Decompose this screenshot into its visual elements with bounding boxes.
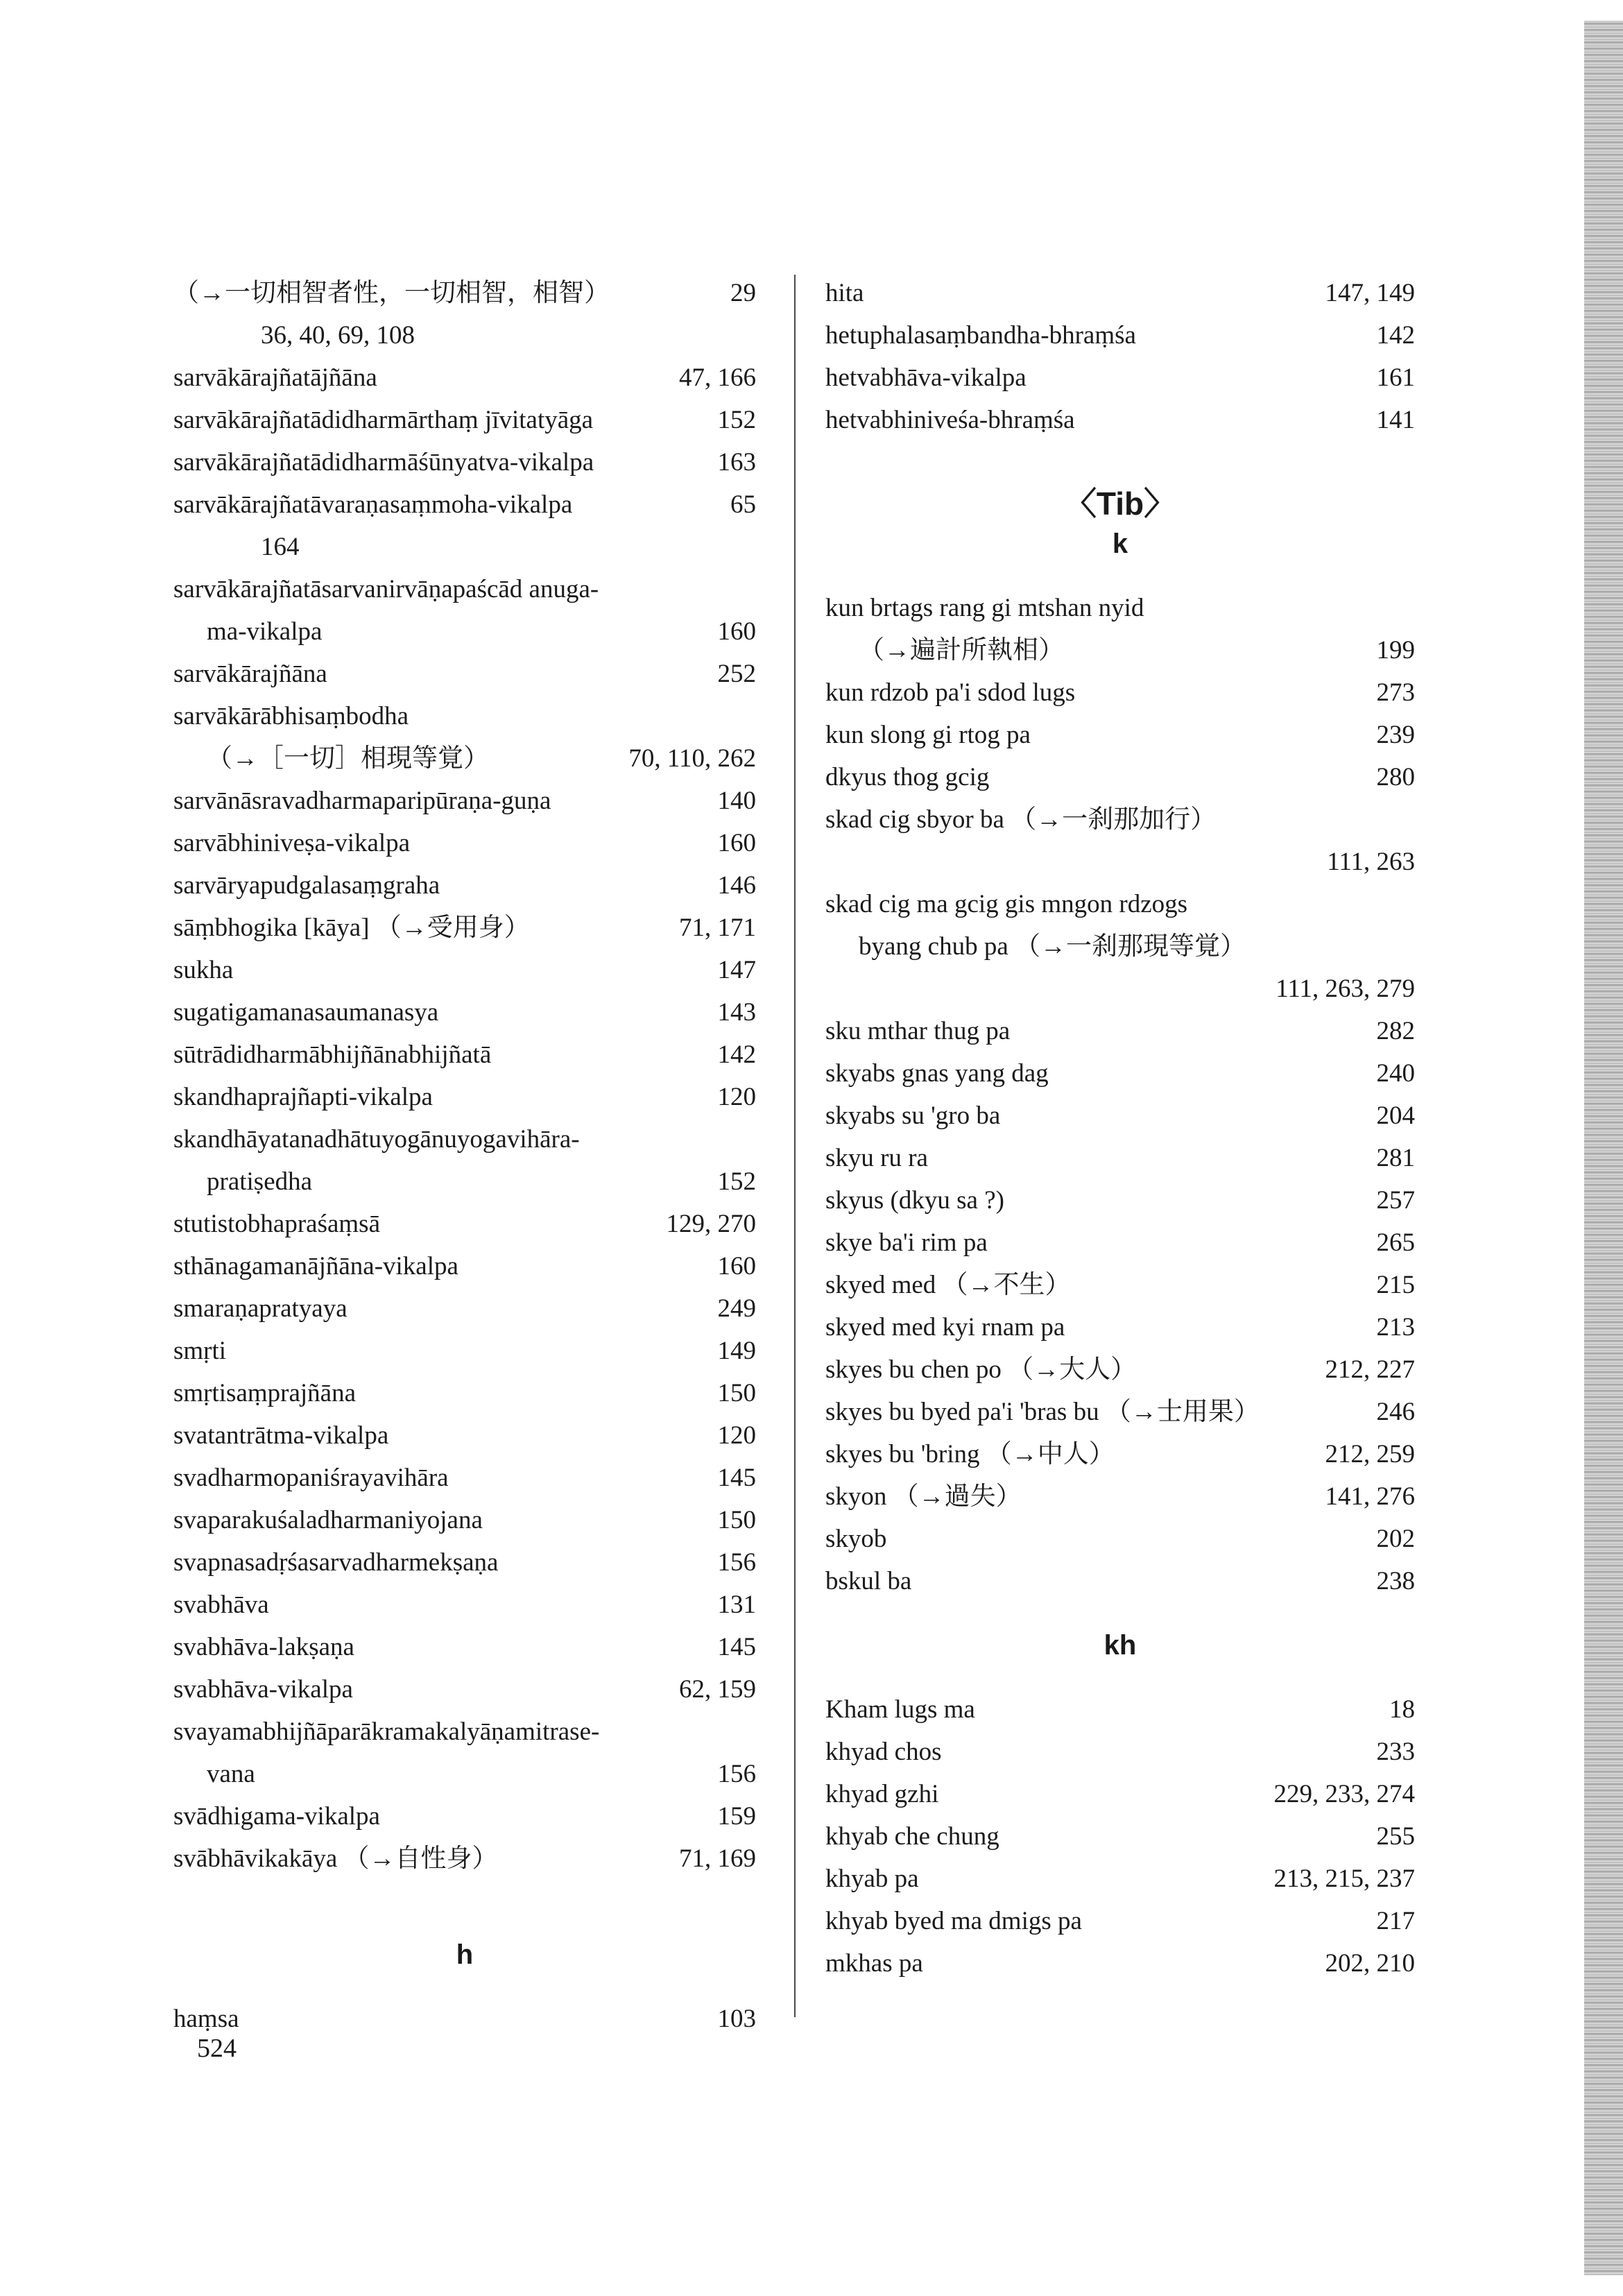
- page-references: 280: [1376, 763, 1415, 791]
- index-term: svapnasadṛśasarvadharmekṣaṇa: [173, 1548, 499, 1577]
- page-references: 217: [1376, 1907, 1415, 1935]
- index-term: skyes bu byed pa'i 'bras bu （→士用果）: [825, 1398, 1260, 1426]
- index-term: sugatigamanasaumanasya: [173, 998, 439, 1027]
- index-term: svabhāva: [173, 1591, 269, 1619]
- index-entry: [825, 883, 1415, 925]
- spacer: [825, 1602, 1415, 1626]
- page-references: 71, 169: [679, 1844, 756, 1873]
- column-divider: [794, 275, 796, 2017]
- index-entry: [825, 314, 1415, 357]
- index-entry: [173, 991, 756, 1034]
- index-entry: [173, 1668, 756, 1711]
- scan-edge-shadow: [1584, 21, 1623, 2275]
- index-term: hetuphalasaṃbandha-bhraṃśa: [825, 321, 1136, 350]
- index-entry: [173, 737, 756, 780]
- index-term: sarvāryapudgalasaṃgraha: [173, 871, 440, 900]
- index-entry: [825, 1475, 1415, 1518]
- index-term: kun slong gi rtog pa: [825, 721, 1031, 749]
- index-entry: [173, 1998, 756, 2040]
- index-term: sarvākārajñatādidharmārthaṃ jīvitatyāga: [173, 406, 594, 434]
- page-references: 252: [717, 660, 756, 688]
- index-term: mkhas pa: [825, 1949, 923, 1978]
- section-heading-k: k: [1112, 529, 1128, 559]
- index-term: pratiṣedha: [207, 1167, 313, 1196]
- index-term: skad cig ma gcig gis mngon rdzogs: [825, 890, 1188, 918]
- h-entries: [173, 1998, 756, 2040]
- index-entry: [173, 357, 756, 399]
- index-entry: [173, 1203, 756, 1245]
- page-references: 159: [717, 1802, 756, 1831]
- index-entry: [825, 714, 1415, 756]
- index-entry: [825, 968, 1415, 1010]
- index-term: kun rdzob pa'i sdod lugs: [825, 678, 1076, 707]
- page-references: 145: [717, 1464, 756, 1492]
- index-term: skyes bu chen po （→大人）: [825, 1355, 1137, 1384]
- index-entry: [173, 949, 756, 991]
- index-entry: [825, 1560, 1415, 1602]
- page-references: 213: [1376, 1313, 1415, 1342]
- page-references: 111, 263, 279: [1276, 975, 1415, 1003]
- page-references: 246: [1376, 1398, 1415, 1426]
- index-entry: [173, 1837, 756, 1880]
- index-entry: [173, 1034, 756, 1076]
- index-term: svābhāvikakāya （→自性身）: [173, 1844, 498, 1873]
- index-entry: [825, 1391, 1415, 1433]
- index-term: skandhaprajñapti-vikalpa: [173, 1083, 433, 1111]
- index-entry: [825, 1010, 1415, 1052]
- page-references: 215: [1376, 1271, 1415, 1299]
- page-references: 142: [717, 1040, 756, 1069]
- index-entry: [173, 399, 756, 441]
- index-term: sku mthar thug pa: [825, 1017, 1011, 1045]
- section-heading-h: h: [456, 1939, 474, 1970]
- left-column: [173, 272, 756, 2040]
- index-term: （→［一切］相現等覚）: [207, 744, 489, 773]
- index-entry: [173, 1372, 756, 1414]
- index-entry: [173, 1287, 756, 1330]
- index-entry: [173, 314, 756, 357]
- page-references: 202: [1376, 1525, 1415, 1553]
- index-entry: [173, 272, 756, 314]
- page-references: 199: [1376, 636, 1415, 665]
- page-references: 255: [1376, 1822, 1415, 1851]
- left-entries: [173, 272, 756, 1880]
- index-entry: [825, 925, 1415, 968]
- page-references: 161: [1376, 363, 1415, 392]
- page-references: 156: [717, 1760, 756, 1788]
- index-term: khyad gzhi: [825, 1780, 939, 1808]
- page-references: 65: [730, 490, 756, 519]
- page-references: 249: [717, 1294, 756, 1323]
- page-references: 240: [1376, 1059, 1415, 1088]
- k-entries: [825, 587, 1415, 1602]
- page-references: 103: [717, 2005, 756, 2033]
- index-entry: [825, 756, 1415, 798]
- index-term: skyon （→過失）: [825, 1482, 1022, 1511]
- index-term: sarvābhiniveṣa-vikalpa: [173, 829, 411, 857]
- page-references: 29: [730, 279, 756, 307]
- index-entry: [173, 780, 756, 822]
- page-references: 202, 210: [1325, 1949, 1415, 1978]
- index-entry: [173, 441, 756, 483]
- index-entry: [173, 1076, 756, 1118]
- index-entry: [825, 1688, 1415, 1731]
- index-entry: [173, 1118, 756, 1160]
- index-entry: [825, 841, 1415, 883]
- index-term: hetvabhiniveśa-bhraṃśa: [825, 406, 1075, 434]
- index-term: kun brtags rang gi mtshan nyid: [825, 594, 1144, 622]
- index-term: sarvākārajñatāsarvanirvāṇapaścād anuga-: [173, 575, 599, 603]
- index-entry: [825, 798, 1415, 841]
- index-term: （→遍計所執相）: [859, 636, 1064, 665]
- index-entry: [825, 1222, 1415, 1264]
- index-term: skyabs gnas yang dag: [825, 1059, 1049, 1088]
- index-term: bskul ba: [825, 1567, 912, 1595]
- page-references: 141, 276: [1325, 1482, 1415, 1511]
- page-references: 281: [1376, 1144, 1415, 1172]
- index-term: skyes bu 'bring （→中人）: [825, 1440, 1115, 1468]
- page-references: 47, 166: [679, 363, 756, 392]
- page-references: 149: [717, 1337, 756, 1365]
- index-term: vana: [207, 1760, 255, 1788]
- index-entry: [173, 907, 756, 949]
- index-entry: [173, 1711, 756, 1753]
- index-term: svabhāva-vikalpa: [173, 1675, 353, 1704]
- page-references: 257: [1376, 1186, 1415, 1215]
- index-term: svaparakuśaladharmaniyojana: [173, 1506, 483, 1534]
- index-entry: [825, 1433, 1415, 1475]
- index-term: sarvākārajñatājñāna: [173, 363, 377, 392]
- index-entry: [173, 1160, 756, 1203]
- index-entry: [825, 272, 1415, 314]
- index-term: sthānagamanājñāna-vikalpa: [173, 1252, 458, 1280]
- page-references: 145: [717, 1633, 756, 1661]
- page-references: 233: [1376, 1738, 1415, 1766]
- index-term: khyab che chung: [825, 1822, 999, 1851]
- index-term: svādhigama-vikalpa: [173, 1802, 380, 1831]
- index-entry: [825, 399, 1415, 441]
- index-entry: [173, 568, 756, 610]
- index-term: skyus (dkyu sa ?): [825, 1186, 1004, 1215]
- page-references: 265: [1376, 1228, 1415, 1257]
- index-term: skyed med kyi rnam pa: [825, 1313, 1065, 1342]
- index-entry: [825, 1942, 1415, 1985]
- index-entry: [173, 610, 756, 653]
- index-entry: [825, 1264, 1415, 1306]
- index-term: smṛti: [173, 1337, 227, 1365]
- page-references: 238: [1376, 1567, 1415, 1595]
- index-term: sāṃbhogika [kāya] （→受用身）: [173, 914, 530, 942]
- page-references: 129, 270: [666, 1210, 756, 1238]
- page-number: 524: [197, 2034, 237, 2063]
- page-references: 160: [717, 829, 756, 857]
- index-entry: [825, 1518, 1415, 1560]
- page-references: 239: [1376, 721, 1415, 749]
- index-term: svayamabhijñāparākramakalyāṇamitrase-: [173, 1717, 600, 1746]
- page-references: 70, 110, 262: [628, 744, 756, 773]
- page-references: 282: [1376, 1017, 1415, 1045]
- page-references: 111, 263: [1327, 848, 1415, 876]
- index-term: skyabs su 'gro ba: [825, 1102, 1001, 1130]
- page-references: 156: [717, 1548, 756, 1577]
- page-references: 150: [717, 1379, 756, 1407]
- index-entry: [825, 1348, 1415, 1391]
- index-term: byang chub pa （→一刹那現等覚）: [859, 932, 1246, 961]
- index-entry: [825, 1731, 1415, 1773]
- index-term: sarvākārajñatāvaraṇasaṃmoha-vikalpa: [173, 490, 573, 519]
- page-references: 142: [1376, 321, 1415, 350]
- index-term: svabhāva-lakṣaṇa: [173, 1633, 354, 1661]
- page-references: 229, 233, 274: [1273, 1780, 1415, 1808]
- index-entry: [173, 1245, 756, 1287]
- index-entry: [825, 671, 1415, 714]
- index-entry: [825, 1306, 1415, 1348]
- right-column: [825, 272, 1415, 1985]
- index-term: skandhāyatanadhātuyogānuyogavihāra-: [173, 1125, 580, 1154]
- index-entry: [825, 629, 1415, 671]
- page-references: 140: [717, 787, 756, 815]
- index-entry: [173, 695, 756, 737]
- index-entry: [173, 1330, 756, 1372]
- index-entry: [825, 1900, 1415, 1942]
- index-entry: [825, 1052, 1415, 1095]
- index-entry: [173, 653, 756, 695]
- page-references: 62, 159: [679, 1675, 756, 1704]
- page-references: 131: [717, 1591, 756, 1619]
- page-references: 143: [717, 998, 756, 1027]
- tibetan-section-heading: 〈Tib〉: [1064, 486, 1176, 522]
- index-entry: [825, 1773, 1415, 1815]
- index-entry: [825, 1179, 1415, 1222]
- index-term: 36, 40, 69, 108: [261, 321, 415, 350]
- index-term: skye ba'i rim pa: [825, 1228, 988, 1257]
- index-term: ma-vikalpa: [207, 617, 323, 646]
- page-references: 147: [717, 956, 756, 984]
- page-references: 212, 227: [1325, 1355, 1415, 1384]
- index-entry: [173, 1457, 756, 1499]
- index-entry: [173, 822, 756, 864]
- index-term: sarvākārajñatādidharmāśūnyatva-vikalpa: [173, 448, 594, 477]
- index-term: svadharmopaniśrayavihāra: [173, 1464, 449, 1492]
- index-term: dkyus thog gcig: [825, 763, 990, 791]
- page-references: 204: [1376, 1102, 1415, 1130]
- page-references: 160: [717, 617, 756, 646]
- index-term: sukha: [173, 956, 234, 984]
- index-term: hetvabhāva-vikalpa: [825, 363, 1027, 392]
- index-term: svatantrātma-vikalpa: [173, 1421, 389, 1450]
- index-term: skad cig sbyor ba （→一刹那加行）: [825, 805, 1217, 834]
- page-references: 212, 259: [1325, 1440, 1415, 1468]
- index-term: Kham lugs ma: [825, 1695, 975, 1724]
- page-references: 147, 149: [1325, 279, 1415, 307]
- index-entry: [825, 1095, 1415, 1137]
- page-references: 163: [717, 448, 756, 477]
- page-references: 273: [1376, 678, 1415, 707]
- index-term: smaraṇapratyaya: [173, 1294, 347, 1323]
- index-term: stutistobhapraśaṃsā: [173, 1210, 381, 1238]
- kh-entries: [825, 1688, 1415, 1985]
- section-heading-kh: kh: [1104, 1630, 1137, 1661]
- spacer: [173, 1880, 756, 1935]
- index-term: sarvānāsravadharmaparipūraṇa-guṇa: [173, 787, 551, 815]
- index-entry: [825, 1137, 1415, 1179]
- page-references: 152: [717, 1167, 756, 1196]
- index-entry: [173, 1795, 756, 1837]
- index-entry: [825, 1815, 1415, 1858]
- right-entries: [825, 272, 1415, 441]
- page-references: 146: [717, 871, 756, 900]
- index-term: 164: [261, 533, 300, 561]
- page-references: 141: [1376, 406, 1415, 434]
- page-references: 160: [717, 1252, 756, 1280]
- index-entry: [173, 1414, 756, 1457]
- index-entry: [825, 1858, 1415, 1900]
- page-references: 71, 171: [679, 914, 756, 942]
- spacer: [825, 441, 1415, 483]
- index-term: sūtrādidharmābhijñānabhijñatā: [173, 1040, 492, 1069]
- index-term: khyab pa: [825, 1865, 919, 1893]
- index-entry: [825, 357, 1415, 399]
- page-references: 152: [717, 406, 756, 434]
- index-term: skyob: [825, 1525, 887, 1553]
- page-references: 120: [717, 1083, 756, 1111]
- page-references: 150: [717, 1506, 756, 1534]
- index-term: khyab byed ma dmigs pa: [825, 1907, 1082, 1935]
- page-references: 120: [717, 1421, 756, 1450]
- index-entry: [173, 1584, 756, 1626]
- index-term: khyad chos: [825, 1738, 942, 1766]
- index-entry: [173, 1499, 756, 1541]
- index-entry: [173, 483, 756, 526]
- index-term: （→一切相智者性，一切相智，相智）: [173, 279, 610, 307]
- index-term: smṛtisaṃprajñāna: [173, 1379, 357, 1407]
- index-entry: [173, 526, 756, 568]
- spacer: [825, 563, 1415, 587]
- spacer: [173, 1974, 756, 1998]
- index-entry: [173, 1541, 756, 1584]
- index-term: hita: [825, 279, 864, 307]
- index-entry: [825, 587, 1415, 629]
- index-entry: [173, 1753, 756, 1795]
- spacer: [825, 1665, 1415, 1688]
- index-term: skyu ru ra: [825, 1144, 928, 1172]
- page-references: 18: [1389, 1695, 1415, 1724]
- index-term: sarvākārābhisaṃbodha: [173, 702, 409, 730]
- index-entry: [173, 1626, 756, 1668]
- index-term: haṃsa: [173, 2005, 239, 2033]
- index-entry: [173, 864, 756, 907]
- page-references: 213, 215, 237: [1273, 1865, 1415, 1893]
- index-term: skyed med （→不生）: [825, 1271, 1071, 1299]
- index-term: sarvākārajñāna: [173, 660, 327, 688]
